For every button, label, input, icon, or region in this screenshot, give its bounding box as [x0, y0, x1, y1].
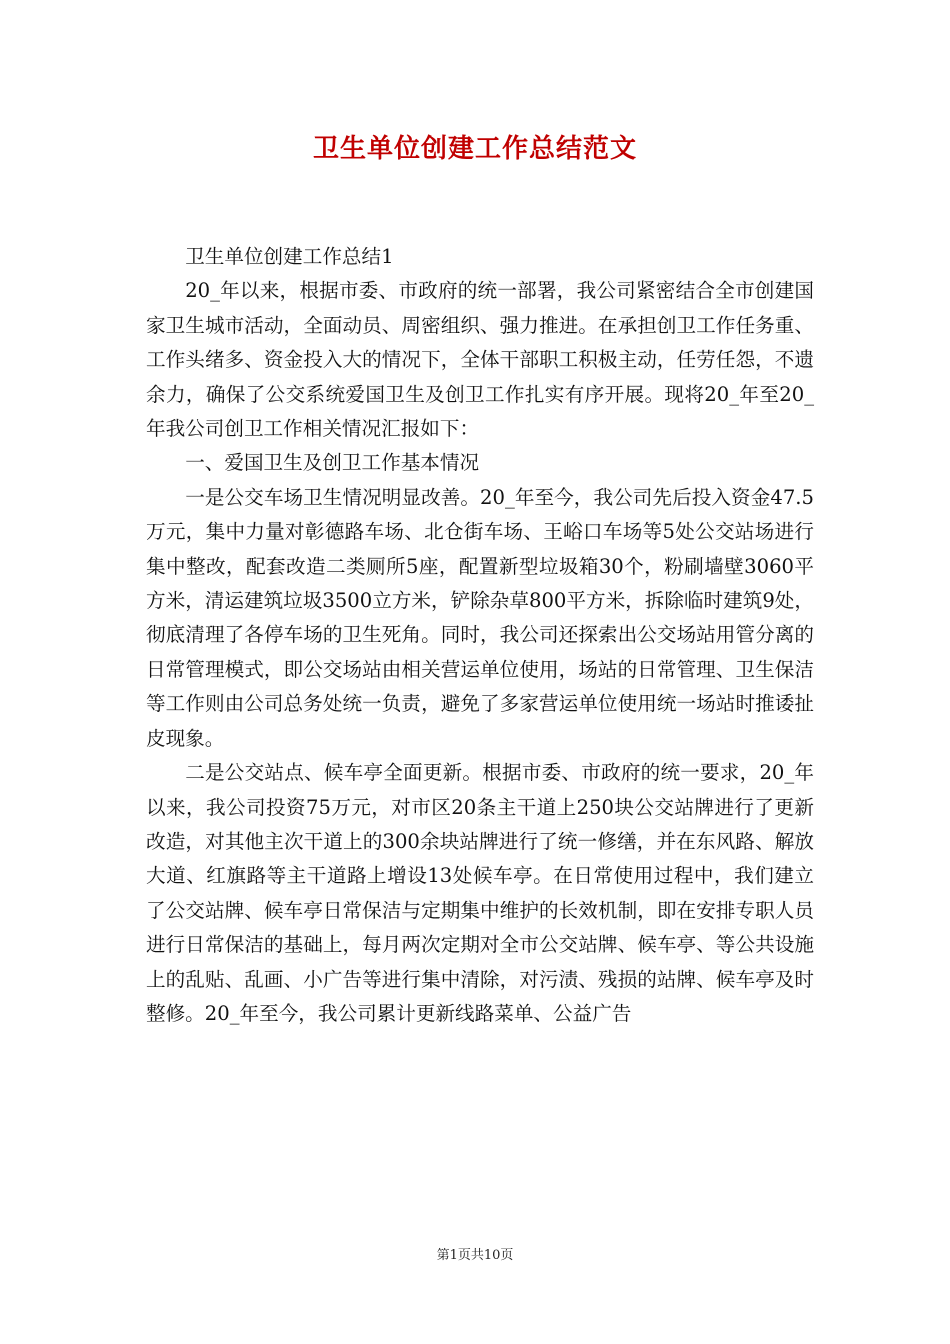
section-heading: 卫生单位创建工作总结1 — [185, 245, 394, 268]
document-body — [146, 240, 814, 1031]
page-footer: 第1页共10页 — [436, 1248, 514, 1263]
paragraph: 20_年以来，根据市委、市政府的统一部署，我公司紧密结合全市创建国家卫生城市活动，全面动员、周密组织、强力推进。在承担创卫工作任务重、工作头绪多、资金投入大的情况下，全体干部职工积极主动，任劳任怨，不遗余力，确保了公交系统爱国卫生及创卫工作扎实有序开展。现将20_年至20_年我公司创卫工作相关情况汇报如下： — [146, 279, 814, 441]
paragraph: 二是公交站点、候车亭全面更新。根据市委、市政府的统一要求，20_年以来，我公司投资75万元，对市区20条主干道上250块公交站牌进行了更新改造，对其他主次干道上的300余块站牌进行了统一修缮，并在东风路、解放大道、红旗路等主干道路上增设13处候车亭。在日常使用过程中，我们建立了公交站牌、候车亭日常保洁与定期集中维护的长效机制，即在安排专职人员进行日常保洁的基础上，每月两次定期对全市公交站牌、候车亭、等公共设施上的乱贴、乱画、小广告等进行集中清除，对污渍、残损的站牌、候车亭及时整修。20_年至今，我公司累计更新线路菜单、公益广告 — [146, 761, 814, 1025]
section-heading: 一、爱国卫生及创卫工作基本情况 — [185, 451, 480, 475]
document-title: 卫生单位创建工作总结范文 — [312, 134, 637, 164]
paragraph: 一是公交车场卫生情况明显改善。20_年至今，我公司先后投入资金47.5万元，集中力量对彰德路车场、北仓街车场、王峪口车场等5处公交站场进行集中整改，配套改造二类厕所5座，配置新型垃圾箱30个，粉刷墙壁3060平方米，清运建筑垃圾3500立方米，铲除杂草800平方米，拆除临时建筑9处，彻底清理了各停车场的卫生死角。同时，我公司还探索出公交场站用管分离的日常管理模式，即公交场站由相关营运单位使用，场站的日常管理、卫生保洁等工作则由公司总务处统一负责，避免了多家营运单位使用统一场站时推诿扯皮现象。 — [146, 485, 814, 750]
